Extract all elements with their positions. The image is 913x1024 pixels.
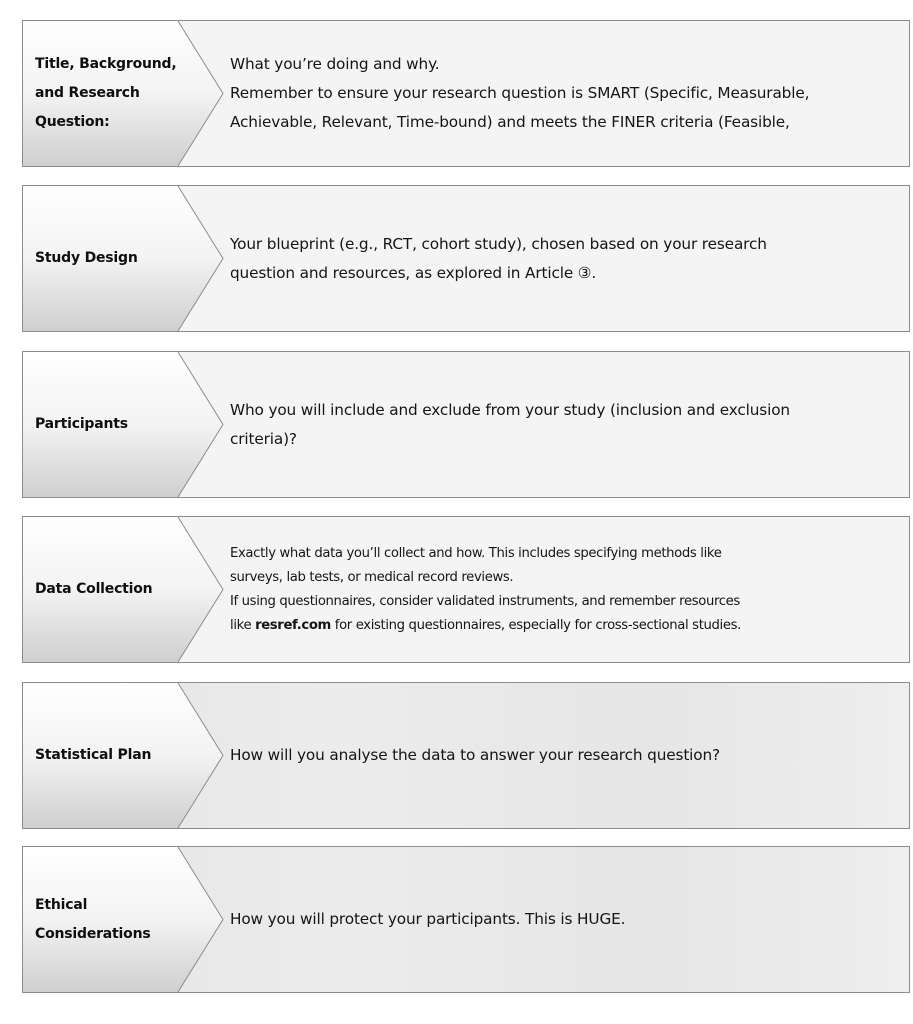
row-statistical-plan <box>22 682 910 829</box>
row-content-line: Exactly what data you’ll collect and how. This includes specifying methods like <box>230 545 722 561</box>
row-label-line: Considerations <box>35 925 151 942</box>
row-content <box>230 517 899 662</box>
row-title-background <box>22 20 910 167</box>
row-label <box>35 517 195 662</box>
row-content-line: question and resources, as explored in Article ③. <box>230 263 597 282</box>
row-label <box>35 683 195 828</box>
row-label-line: Question: <box>35 114 110 130</box>
row-label-line: Ethical <box>35 896 88 913</box>
row-label <box>35 847 195 992</box>
row-content <box>230 21 899 166</box>
row-label-line: Statistical Plan <box>35 747 152 763</box>
row-content <box>230 186 899 331</box>
row-study-design <box>22 185 910 332</box>
row-label-line: Data Collection <box>35 581 153 597</box>
row-label <box>35 21 195 166</box>
row-content-line: Achievable, Relevant, Time-bound) and meets the FINER criteria (Feasible, <box>230 113 790 131</box>
row-label-line: and Research <box>35 85 140 101</box>
row-content-prefix: like <box>230 617 256 633</box>
row-content <box>230 352 899 497</box>
row-content-line: surveys, lab tests, or medical record reviews. <box>230 569 514 585</box>
row-participants <box>22 351 910 498</box>
row-label-line: Participants <box>35 416 128 432</box>
row-content-line: If using questionnaires, consider validated instruments, and remember resources <box>230 593 740 609</box>
row-data-collection <box>22 516 910 663</box>
row-content-line: How you will protect your participants. This is HUGE. <box>230 910 626 928</box>
row-label-line: Title, Background, <box>35 56 177 72</box>
row-label <box>35 186 195 331</box>
row-content-line: How will you analyse the data to answer your research question? <box>230 746 720 764</box>
row-content-line: Your blueprint (e.g., RCT, cohort study), chosen based on your research <box>230 234 767 253</box>
row-content-line <box>230 614 899 638</box>
row-content-line: criteria)? <box>230 429 297 448</box>
row-label-line: Study Design <box>35 250 138 266</box>
row-content-line: What you’re doing and why. <box>230 55 440 73</box>
resref-link-text: resref.com <box>255 617 331 633</box>
row-content-rest: for existing questionnaires, especially for cross-sectional studies. <box>330 617 741 633</box>
row-content <box>230 847 899 992</box>
row-label <box>35 352 195 497</box>
row-content <box>230 683 899 828</box>
row-ethical-considerations <box>22 846 910 993</box>
row-content-line: Who you will include and exclude from your study (inclusion and exclusion <box>230 400 790 419</box>
row-content-line: Remember to ensure your research question is SMART (Specific, Measurable, <box>230 84 810 102</box>
